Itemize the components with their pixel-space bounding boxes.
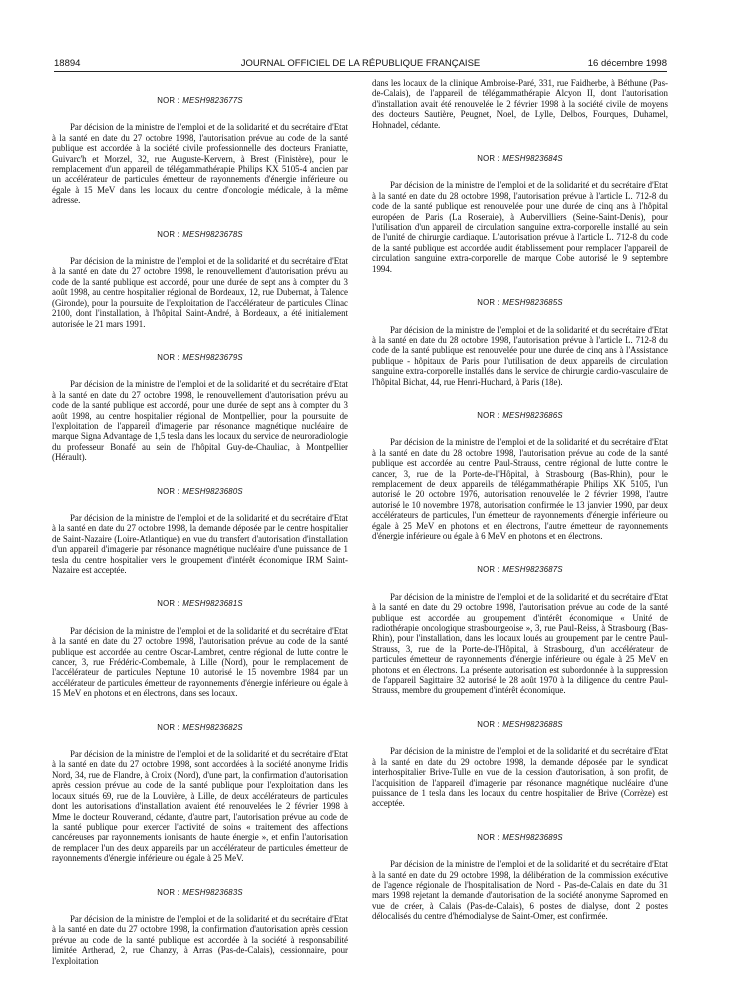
- nor-code: MESH9823687S: [502, 565, 563, 575]
- decision-text: Par décision de la ministre de l'emploi et de la solidarité et du secrétaire d'Etat à la santé en date du 28 octobre 1998, l'autorisation prévue à l'article L. 712-8 du code de la santé publique est renouvelée pour une durée de cinq ans à l'Assistance publique - hôpitaux de Paris pour l'utilisation de deux appareils de circulation sanguine extra-corporelle installés dans le service de chirurgie cardio-vasculaire de l'hôpital Bichat, 44, rue Henri-Huchard, à Paris (18e).: [372, 324, 668, 387]
- nor-label: NOR :: [157, 352, 180, 362]
- decision-text: Par décision de la ministre de l'emploi et de la solidarité et du secrétaire d'Etat à la santé en date du 27 octobre 1998, l'autorisation prévue au code de la santé publique est accordée à la société civile professionnelle des docteurs Franiatte, Guivarc'h et Morzel, 32, rue Auguste-Kervern, à Brest (Finistère), pour le remplacement d'un appareil de télégammathérapie Philips KX 5105-4 ancien par un accélérateur de particules émetteur de rayonnements d'énergie inférieure ou égale à 15 MeV dans les locaux du centre d'oncologie médicale, à la même adresse.: [52, 122, 348, 206]
- nor-code: MESH9823680S: [182, 486, 243, 496]
- nor-heading: [372, 565, 668, 575]
- header-rule: [54, 71, 667, 72]
- nor-label: NOR :: [157, 599, 180, 609]
- nor-label: NOR :: [477, 154, 500, 164]
- nor-label: NOR :: [477, 719, 500, 729]
- nor-heading: [52, 230, 348, 240]
- nor-code: MESH9823686S: [502, 410, 563, 420]
- nor-code: MESH9823683S: [182, 887, 243, 897]
- nor-code: MESH9823682S: [182, 722, 243, 732]
- left-column: [52, 96, 348, 966]
- decision-block: [52, 487, 348, 576]
- nor-code: MESH9823681S: [182, 599, 243, 609]
- decision-block: [52, 599, 348, 698]
- publication-date: 16 décembre 1998: [587, 58, 667, 69]
- nor-heading: [372, 298, 668, 308]
- nor-code: MESH9823688S: [502, 719, 563, 729]
- nor-label: NOR :: [477, 298, 500, 308]
- nor-code: MESH9823689S: [502, 832, 563, 842]
- nor-heading: [52, 888, 348, 898]
- decision-block: [52, 353, 348, 463]
- nor-code: MESH9823684S: [502, 154, 563, 164]
- nor-heading: [52, 96, 348, 106]
- nor-label: NOR :: [157, 887, 180, 897]
- right-column: [372, 78, 668, 922]
- decision-block: [52, 888, 348, 966]
- nor-code: MESH9823679S: [182, 352, 243, 362]
- decision-text: Par décision de la ministre de l'emploi et de la solidarité et du secrétaire d'Etat à la santé en date du 29 octobre 1998, l'autorisation prévue au code de la santé publique est accordée au groupement d'intérêt économique « Unité de radiothérapie oncologique strasbourgeoise », 3, rue Paul-Reiss, à Strasbourg (Bas-Rhin), pour l'installation, dans les locaux loués au groupement par le centre Paul-Strauss, 3, rue de la Porte-de-l'Hôpital, à Strasbourg, d'un accélérateur de particules émetteur de rayonnements d'énergie inférieure ou égale à 25 MeV en photons et en électrons. La présente autorisation est subordonnée à la suppression de l'appareil Sagittaire 32 autorisé le 28 août 1970 à la diligence du centre Paul-Strauss, membre du groupement d'intérêt économique.: [372, 591, 668, 696]
- nor-label: NOR :: [157, 486, 180, 496]
- decision-block: [52, 723, 348, 864]
- decision-block: [372, 154, 668, 274]
- decision-block: [372, 720, 668, 809]
- decision-text: Par décision de la ministre de l'emploi et de la solidarité et du secrétaire d'Etat à la santé en date du 28 octobre 1998, l'autorisation prévue au code de la santé publique est accordée au centre Paul-Strauss, centre régional de lutte contre le cancer, 3, rue de la Porte-de-l'Hôpital, à Strasbourg (Bas-Rhin), pour le remplacement de deux appareils de télégammathérapie Philips XK 5105, l'un autorisé le 20 octobre 1976, autorisation renouvelée le 2 février 1998, l'autre autorisé le 10 novembre 1978, autorisation confirmée le 13 janvier 1990, par deux accélérateurs de particules, l'un émetteur de rayonnements d'énergie inférieure ou égale à 25 MeV en photons et en électrons, l'autre émetteur de rayonnements d'énergie inférieure ou égale à 6 MeV en photons et en électrons.: [372, 437, 668, 541]
- decision-block: [372, 411, 668, 541]
- decision-block: [52, 96, 348, 206]
- nor-heading: [52, 723, 348, 733]
- nor-label: NOR :: [477, 565, 500, 575]
- nor-label: NOR :: [157, 722, 180, 732]
- decision-text: Par décision de la ministre de l'emploi et de la solidarité et du secrétaire d'Etat à la santé en date du 27 octobre 1998, le renouvellement d'autorisation prévu au code de la santé publique est accordé, pour une durée de sept ans à compter du 3 août 1998, au centre hospitalier régional de Montpellier, pour la poursuite de l'exploitation de l'appareil d'imagerie par résonance magnétique nucléaire de marque Signa Advantage de 1,5 tesla dans les locaux du service de neuroradiologie du professeur Bonafé au sein de l'hôpital Guy-de-Chauliac, à Montpellier (Hérault).: [52, 379, 348, 463]
- nor-code: MESH9823678S: [182, 229, 243, 239]
- nor-code: MESH9823685S: [502, 298, 563, 308]
- nor-heading: [52, 487, 348, 497]
- decision-text: Par décision de la ministre de l'emploi et de la solidarité et du secrétaire d'Etat à la santé en date du 27 octobre 1998, la demande déposée par le centre hospitalier de Saint-Nazaire (Loire-Atlantique) en vue du transfert d'autorisation d'installation d'un appareil d'imagerie par résonance magnétique nucléaire d'une puissance de 1 tesla du centre hospitalier vers le groupement d'intérêt économique IRM Saint-Nazaire est acceptée.: [52, 512, 348, 575]
- nor-code: MESH9823677S: [182, 96, 243, 105]
- nor-label: NOR :: [157, 96, 180, 105]
- decision-block: [372, 298, 668, 387]
- decision-text: Par décision de la ministre de l'emploi et de la solidarité et du secrétaire d'Etat à la santé en date du 27 octobre 1998, l'autorisation prévue au code de la santé publique est accordée au centre Oscar-Lambret, centre régional de lutte contre le cancer, 3, rue Frédéric-Combemale, à Lille (Nord), pour le remplacement de l'accélérateur de particules Neptune 10 autorisé le 15 novembre 1984 par un accélérateur de particules émetteur de rayonnements d'énergie inférieure ou égale à 15 MeV en photons et en électrons, dans ses locaux.: [52, 625, 348, 699]
- nor-heading: [372, 154, 668, 164]
- decision-text: Par décision de la ministre de l'emploi et de la solidarité et du secrétaire d'Etat à la santé en date du 27 octobre 1998, le renouvellement d'autorisation prévu au code de la santé publique est accordé, pour une durée de sept ans à compter du 3 août 1998, au centre hospitalier régional de Bordeaux, 12, rue Dubernat, à Talence (Gironde), pour la poursuite de l'exploitation de l'accélérateur de particules Clinac 2100, dont l'installation, à l'hôpital Saint-André, à Bordeaux, a été initialement autorisée le 21 mars 1991.: [52, 256, 348, 329]
- decision-text: Par décision de la ministre de l'emploi et de la solidarité et du secrétaire d'Etat à la santé en date du 27 octobre 1998, sont accordées à la société anonyme Iridis Nord, 34, rue de Flandre, à Croix (Nord), d'une part, la confirmation d'autorisation après cession prévue au code de la santé publique pour l'exploitation dans les locaux situés 69, rue de la Louvière, à Lille, de deux accélérateurs de particules dont les autorisations d'installation avaient été renouvelées le 2 février 1998 à Mme le docteur Rouverand, cédante, d'autre part, l'autorisation prévue au code de la santé publique pour exercer l'activité de soins « traitement des affections cancéreuses par rayonnements ionisants de haute énergie », et enfin l'autorisation de remplacer l'un des deux appareils par un accélérateur de particules émetteur de rayonnements d'énergie inférieure ou égale à 25 MeV.: [52, 749, 348, 864]
- nor-heading: [52, 599, 348, 609]
- continued-text: dans les locaux de la clinique Ambroise-Paré, 331, rue Faidherbe, à Béthune (Pas-de-Calais), de l'appareil de télégammathérapie Alcyon II, dont l'autorisation d'installation avait été renouvelée le 2 février 1998 à la société civile de moyens des docteurs Sautière, Peugnet, Noel, de Lylle, Delbos, Fourques, Duhamel, Hohnadel, cédante.: [372, 78, 668, 130]
- decision-text: Par décision de la ministre de l'emploi et de la solidarité et du secrétaire d'Etat à la santé en date du 29 octobre 1998, la délibération de la commission exécutive de l'agence régionale de l'hospitalisation de Nord - Pas-de-Calais en date du 31 mars 1998 rejetant la demande d'autorisation de la société anonyme Sapromed en vue de créer, à Calais (Pas-de-Calais), 6 postes de dialyse, dont 2 postes délocalisés du centre d'hémodialyse de Saint-Omer, est confirmée.: [372, 859, 668, 922]
- nor-label: NOR :: [477, 410, 500, 420]
- journal-title: JOURNAL OFFICIEL DE LA RÉPUBLIQUE FRANÇAISE: [240, 58, 481, 69]
- nor-label: NOR :: [477, 832, 500, 842]
- decision-text: Par décision de la ministre de l'emploi et de la solidarité et du secrétaire d'Etat à la santé en date du 29 octobre 1998, la demande déposée par le syndicat interhospitalier Brive-Tulle en vue de la cession d'autorisation, à son profit, de l'acquisition de l'appareil d'imagerie par résonance magnétique nucléaire d'une puissance de 1 tesla dans les locaux du centre hospitalier de Brive (Corrèze) est acceptée.: [372, 746, 668, 809]
- decision-block: [372, 833, 668, 922]
- nor-label: NOR :: [157, 229, 180, 239]
- nor-heading: [372, 411, 668, 421]
- decision-block: [372, 565, 668, 695]
- nor-heading: [372, 833, 668, 843]
- decision-text: Par décision de la ministre de l'emploi et de la solidarité et du secrétaire d'Etat à la santé en date du 27 octobre 1998, la confirmation d'autorisation après cession prévue au code de la santé publique est accordée à la société à responsabilité limitée Artherad, 2, rue Chanzy, à Arras (Pas-de-Calais), cessionnaire, pour l'exploitation: [52, 913, 348, 966]
- page-number: 18894: [54, 58, 81, 69]
- nor-heading: [372, 720, 668, 730]
- decision-text: Par décision de la ministre de l'emploi et de la solidarité et du secrétaire d'Etat à la santé en date du 28 octobre 1998, l'autorisation prévue à l'article L. 712-8 du code de la santé publique est renouvelée pour une durée de cinq ans à l'hôpital européen de Paris (La Roseraie), à Aubervilliers (Seine-Saint-Denis), pour l'utilisation d'un appareil de circulation sanguine extra-corporelle installé au sein de l'unité de chirurgie cardiaque. L'autorisation prévue à l'article L. 712-8 du code de la santé publique est accordée audit établissement pour remplacer l'appareil de circulation sanguine extra-corporelle de marque Cobe autorisé le 9 septembre 1994.: [372, 180, 668, 274]
- nor-heading: [52, 353, 348, 363]
- decision-block: [52, 230, 348, 329]
